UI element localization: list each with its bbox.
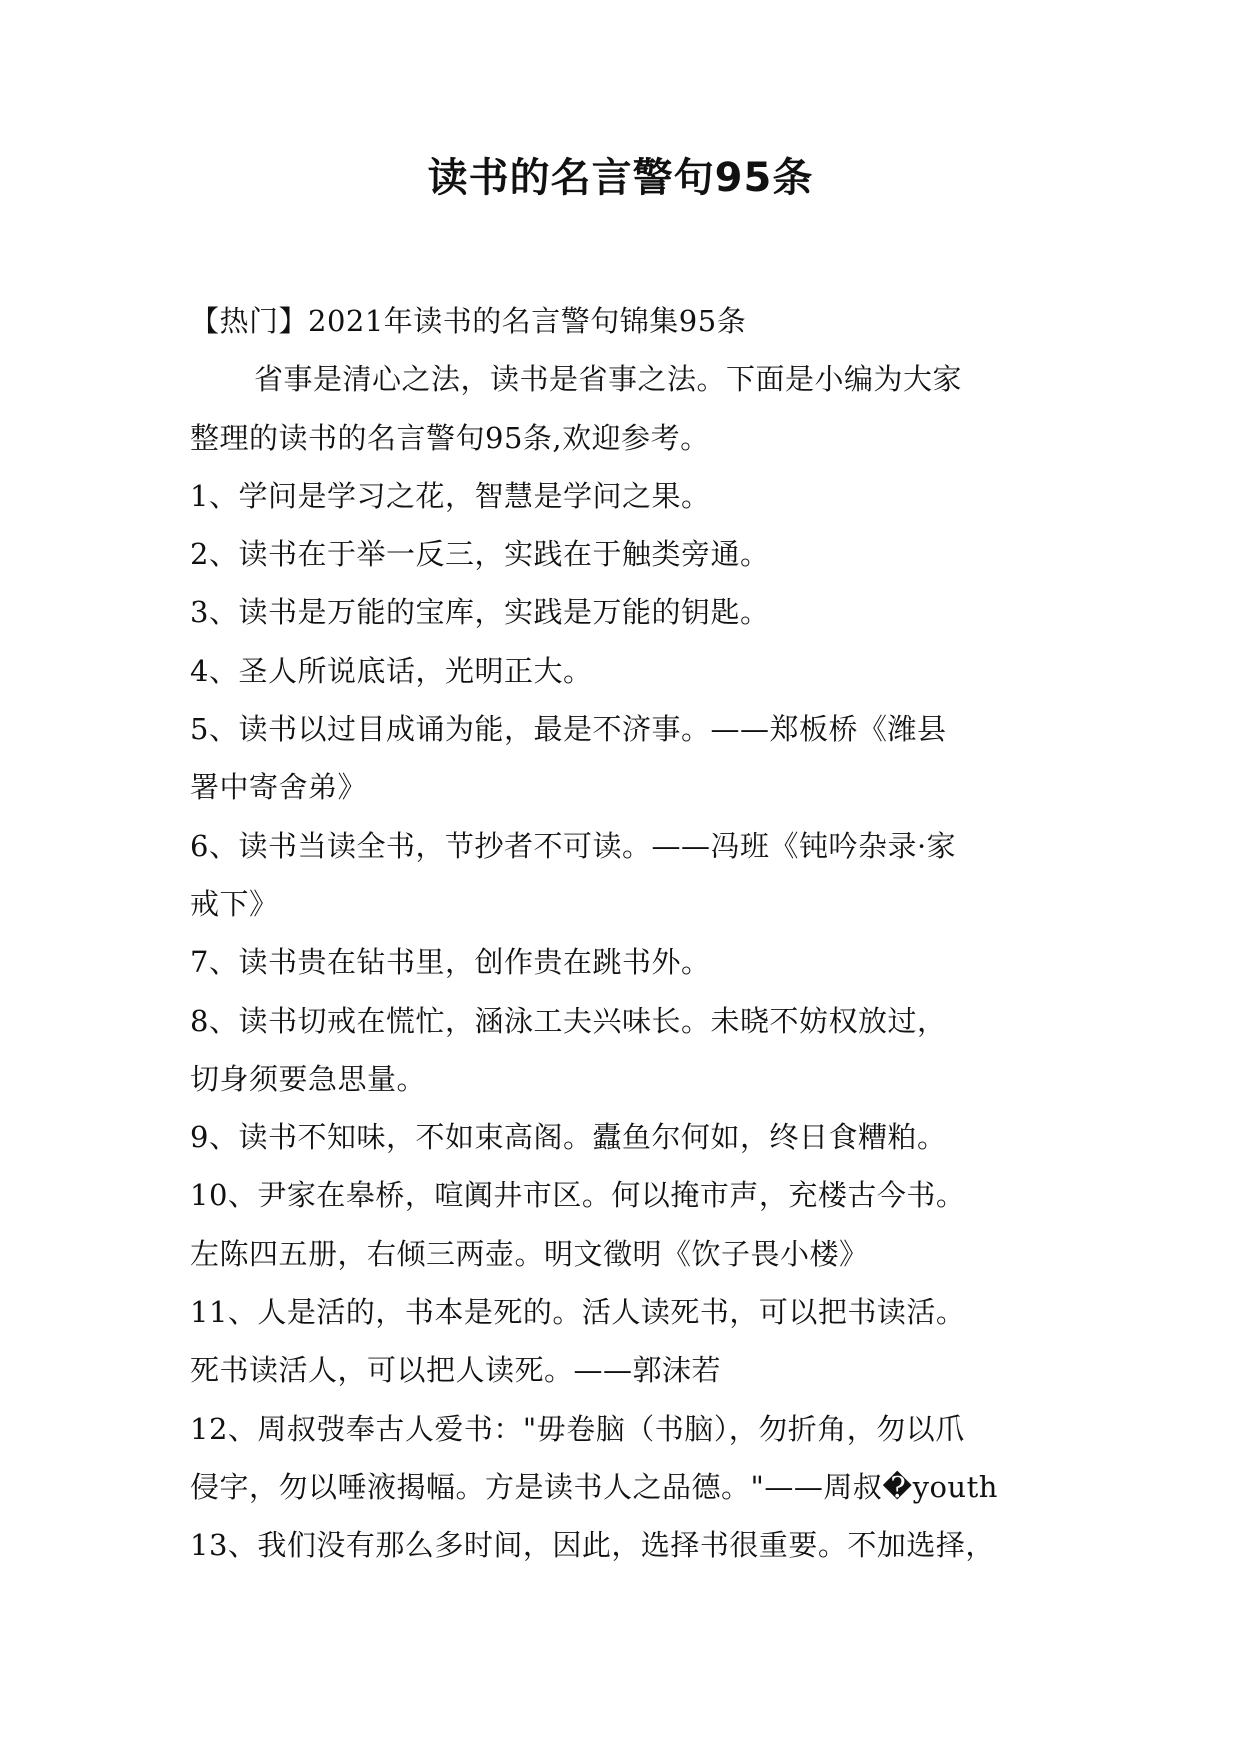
paragraph-line: 省事是清心之法，读书是省事之法。下面是小编为大家 — [254, 362, 963, 397]
paragraph-line: 13、我们没有那么多时间，因此，选择书很重要。不加选择， — [190, 1528, 995, 1563]
paragraph-line: 整理的读书的名言警句95条,欢迎参考。 — [190, 420, 710, 455]
paragraph-line: 【热门】2021年读书的名言警句锦集95条 — [190, 304, 747, 338]
paragraph-line: 10、尹家在皋桥，喧阗井市区。何以掩市声，充楼古今书。 — [190, 1178, 966, 1213]
paragraph-line: 署中寄舍弟》 — [190, 770, 368, 805]
paragraph-line: 死书读活人，可以把人读死。——郭沫若 — [190, 1353, 722, 1388]
document-title: 读书的名言警句95条 — [427, 155, 814, 201]
paragraph-line: 9、读书不知味，不如束高阁。蠹鱼尔何如，终日食糟粕。 — [190, 1120, 947, 1155]
paragraph-line: 12、周叔弢奉古人爱书："毋卷脑（书脑），勿折角，勿以爪 — [190, 1411, 965, 1446]
paragraph-line: 侵字，勿以唾液揭幅。方是读书人之品德。"——周叔�youth — [190, 1469, 998, 1504]
paragraph-line: 1、学问是学习之花，智慧是学问之果。 — [190, 478, 711, 513]
paragraph-line: 左陈四五册，右倾三两壶。明文徵明《饮子畏小楼》 — [190, 1236, 869, 1271]
paragraph-line: 3、读书是万能的宝库，实践是万能的钥匙。 — [190, 595, 770, 630]
paragraph-line: 4、圣人所说底话，光明正大。 — [190, 653, 593, 688]
paragraph-line: 7、读书贵在钻书里，创作贵在跳书外。 — [190, 945, 711, 980]
document-body — [190, 292, 1090, 1575]
paragraph-line: 戒下》 — [190, 886, 279, 921]
paragraph-line: 切身须要急思量。 — [190, 1061, 427, 1096]
paragraph-line: 2、读书在于举一反三，实践在于触类旁通。 — [190, 537, 770, 572]
paragraph-line: 5、读书以过目成诵为能，最是不济事。——郑板桥《潍县 — [190, 712, 947, 747]
paragraph-line: 8、读书切戒在慌忙，涵泳工夫兴味长。未晓不妨权放过， — [190, 1003, 947, 1038]
paragraph-line: 11、人是活的，书本是死的。活人读死书，可以把书读活。 — [190, 1295, 966, 1330]
paragraph-line: 6、读书当读全书，节抄者不可读。——冯班《钝吟杂录·家 — [190, 828, 957, 863]
